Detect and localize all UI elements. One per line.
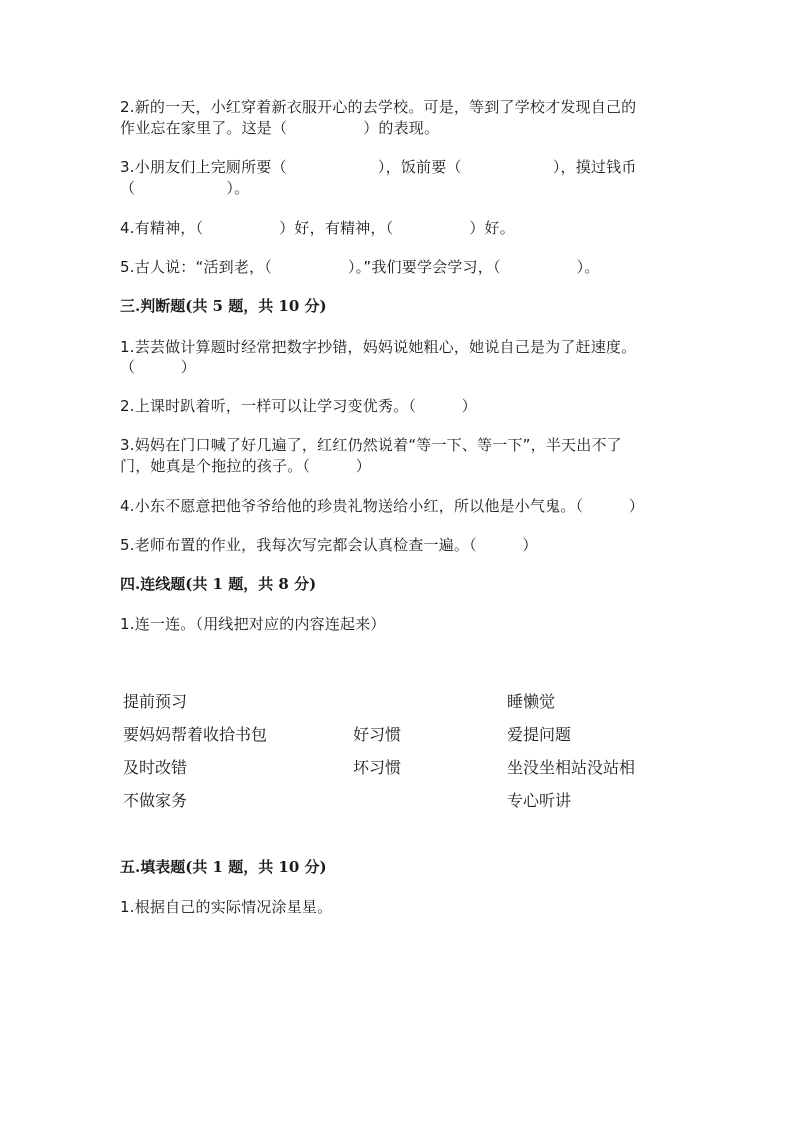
matching-question-1: 1.连一连。（用线把对应的内容连起来） bbox=[120, 615, 386, 633]
fill-question-4: 4.有精神，（ ）好，有精神，（ ）好。 bbox=[120, 219, 515, 237]
matching-left-item: 及时改错 bbox=[123, 758, 188, 777]
fill-question-3-line-1: 3.小朋友们上完厕所要（ ），饭前要（ ），摸过钱币 bbox=[120, 158, 637, 176]
section-heading-table: 五.填表题(共 1 题，共 10 分) bbox=[120, 858, 327, 876]
matching-left-item: 提前预习 bbox=[123, 692, 188, 711]
matching-right-item: 睡懒觉 bbox=[507, 692, 556, 711]
judge-question-1-line-1: 1.芸芸做计算题时经常把数字抄错，妈妈说她粗心，她说自己是为了赶速度。 bbox=[120, 338, 637, 356]
judge-question-5: 5.老师布置的作业，我每次写完都会认真检查一遍。（ ） bbox=[120, 536, 538, 554]
section-heading-matching: 四.连线题(共 1 题，共 8 分) bbox=[120, 575, 317, 593]
fill-question-3-line-2: （ ）。 bbox=[120, 179, 250, 197]
matching-left-item: 要妈妈帮着收拾书包 bbox=[123, 725, 268, 744]
fill-question-2-line-2: 作业忘在家里了。这是（ ）的表现。 bbox=[120, 119, 440, 137]
matching-right-item: 专心听讲 bbox=[507, 791, 572, 810]
fill-question-2-line-1: 2.新的一天，小红穿着新衣服开心的去学校。可是，等到了学校才发现自己的 bbox=[120, 98, 637, 116]
matching-middle-item: 好习惯 bbox=[353, 725, 402, 744]
matching-left-item: 不做家务 bbox=[123, 791, 188, 810]
matching-middle-item: 坏习惯 bbox=[353, 758, 402, 777]
matching-right-item: 爱提问题 bbox=[507, 725, 572, 744]
judge-question-4: 4.小东不愿意把他爷爷给他的珍贵礼物送给小红，所以他是小气鬼。（ ） bbox=[120, 497, 645, 515]
judge-question-3-line-1: 3.妈妈在门口喊了好几遍了，红红仍然说着“等一下、等一下”，半天出不了 bbox=[120, 436, 622, 454]
section-heading-judgement: 三.判断题(共 5 题，共 10 分) bbox=[120, 297, 327, 315]
judge-question-3-line-2: 门，她真是个拖拉的孩子。（ ） bbox=[120, 457, 371, 475]
fill-question-5: 5.古人说：“活到老，（ ）。”我们要学会学习，（ ）。 bbox=[120, 258, 600, 276]
table-question-1: 1.根据自己的实际情况涂星星。 bbox=[120, 898, 333, 916]
judge-question-2: 2.上课时趴着听，一样可以让学习变优秀。（ ） bbox=[120, 397, 477, 415]
matching-right-item: 坐没坐相站没站相 bbox=[507, 758, 636, 777]
judge-question-1-line-2: （ ） bbox=[120, 358, 197, 376]
